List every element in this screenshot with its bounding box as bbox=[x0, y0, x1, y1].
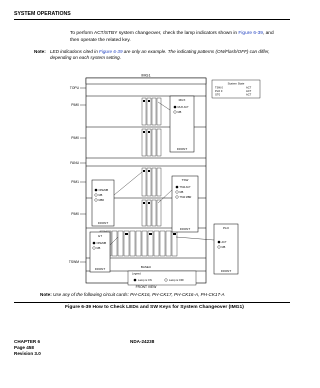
section-header: SYSTEM OPERATIONS bbox=[14, 11, 71, 17]
front-view-label: FRONT VIEW bbox=[135, 285, 157, 289]
note-text-b: are only an example. The indicating patterns (ON/Flash/OFF) can differ, depending on each system setting. bbox=[50, 49, 270, 61]
lpm-led-1: MB bbox=[98, 194, 103, 197]
level-label-6: TSWM bbox=[68, 260, 79, 264]
plo-footer: FRONT bbox=[220, 269, 232, 273]
system-state-title: System State bbox=[227, 81, 245, 86]
mux-callout bbox=[170, 96, 194, 152]
legend-on-label: Lamp is ON bbox=[138, 279, 152, 282]
note-text-a: LED indications cited in bbox=[50, 49, 100, 54]
gt-led-0: OPE/MB bbox=[96, 242, 107, 245]
gt-title: GT bbox=[97, 234, 103, 238]
tsw-led-1: MB bbox=[179, 191, 184, 194]
tsw-title: TSW bbox=[181, 178, 189, 182]
state-row-2-name: GT0 bbox=[215, 93, 221, 97]
note-figure-link[interactable]: Figure 6-39 bbox=[99, 49, 123, 54]
mux-act-led bbox=[174, 106, 177, 109]
intro-text-b: , and then operate the related key. bbox=[70, 31, 274, 43]
footer-page: Page 458 bbox=[14, 345, 34, 350]
note2-label: Note: bbox=[40, 292, 52, 297]
level-label-5: PIM0 bbox=[71, 212, 79, 216]
footer-doc-id: NDA-24238 bbox=[130, 339, 155, 344]
lpm-mbr-led bbox=[95, 199, 98, 202]
lpm-led-2: MBR bbox=[98, 199, 105, 202]
tsw-act-led bbox=[176, 186, 179, 189]
plo-led-1: MB bbox=[221, 246, 226, 249]
plo-led-0: ACT bbox=[221, 241, 227, 244]
mux-footer: FRONT bbox=[176, 147, 188, 151]
figure-link[interactable]: Figure 6-39 bbox=[238, 31, 263, 36]
intro-text-a: To perform ACT/STBY system changeover, check the lamp indicators shown in bbox=[70, 31, 239, 36]
mux-led-0: MUX ACT bbox=[177, 106, 189, 109]
lpm-callout bbox=[92, 180, 114, 226]
legend-on-led bbox=[134, 279, 137, 282]
state-row-1-state: ACT bbox=[246, 90, 252, 93]
level-label-4: PIM1 bbox=[71, 180, 79, 184]
level-label-2: PIM0 bbox=[71, 136, 79, 140]
gt-mb-led bbox=[93, 247, 96, 250]
legend-title: Legend bbox=[132, 272, 141, 276]
plo-title: PLO bbox=[222, 226, 230, 230]
figure-caption: Figure 6-39 How to Check LEDs and SW Keys for System Changeover (IMG1) bbox=[65, 305, 244, 310]
lpm-mb-led bbox=[95, 194, 98, 197]
gt-ope-led bbox=[93, 242, 96, 245]
mux-led-1: MB bbox=[177, 111, 182, 114]
state-row-0-state: ACT bbox=[246, 86, 252, 90]
module-title: IMG1 bbox=[141, 73, 151, 78]
tsw-mb-led bbox=[176, 191, 179, 194]
state-row-1-name: PLO 0 bbox=[215, 90, 223, 93]
level-label-0: TOPU bbox=[69, 86, 79, 90]
mux-mb-led bbox=[174, 111, 177, 114]
plo-act-led bbox=[218, 241, 221, 244]
level-label-1: PIM0 bbox=[71, 103, 79, 107]
legend-off-led bbox=[165, 279, 168, 282]
lpm-ope-led bbox=[95, 189, 98, 192]
tsw-footer: FRONT bbox=[179, 227, 191, 231]
tsw-led-0: TSW ACT bbox=[179, 186, 191, 189]
note2-text: Use any of the following circuit cards: PH-CK16, PH-CK17, PH-CK16-A, PH-CK17-A bbox=[53, 292, 225, 297]
lpm-footer: FRONT bbox=[97, 221, 109, 225]
footer-chapter: CHAPTER 6 bbox=[14, 339, 41, 344]
mux-title: MUX bbox=[178, 98, 186, 102]
level-label-3: FANU bbox=[70, 161, 79, 165]
base-unit-label: BASEU bbox=[140, 265, 152, 269]
state-row-0-name: TSW 0 bbox=[215, 86, 223, 90]
caption-rule bbox=[14, 302, 290, 303]
footer-revision: Revision 3.0 bbox=[14, 351, 41, 356]
gt-callout bbox=[90, 232, 110, 272]
state-row-2-state: ACT bbox=[246, 93, 252, 97]
note-label: Note: bbox=[34, 49, 46, 54]
lpm-led-0: OPE/MB bbox=[98, 189, 109, 192]
tsw-mbr-led bbox=[176, 196, 179, 199]
tsw-callout bbox=[172, 176, 198, 232]
plo-callout bbox=[214, 224, 238, 274]
gt-led-1: MB bbox=[96, 247, 101, 250]
tsw-led-2: TSW MBR bbox=[179, 196, 192, 199]
plo-mb-led bbox=[218, 246, 221, 249]
note-circuit-cards bbox=[40, 292, 225, 297]
gt-footer: FRONT bbox=[94, 267, 106, 271]
legend-off-label: Lamp is OFF bbox=[169, 279, 184, 282]
